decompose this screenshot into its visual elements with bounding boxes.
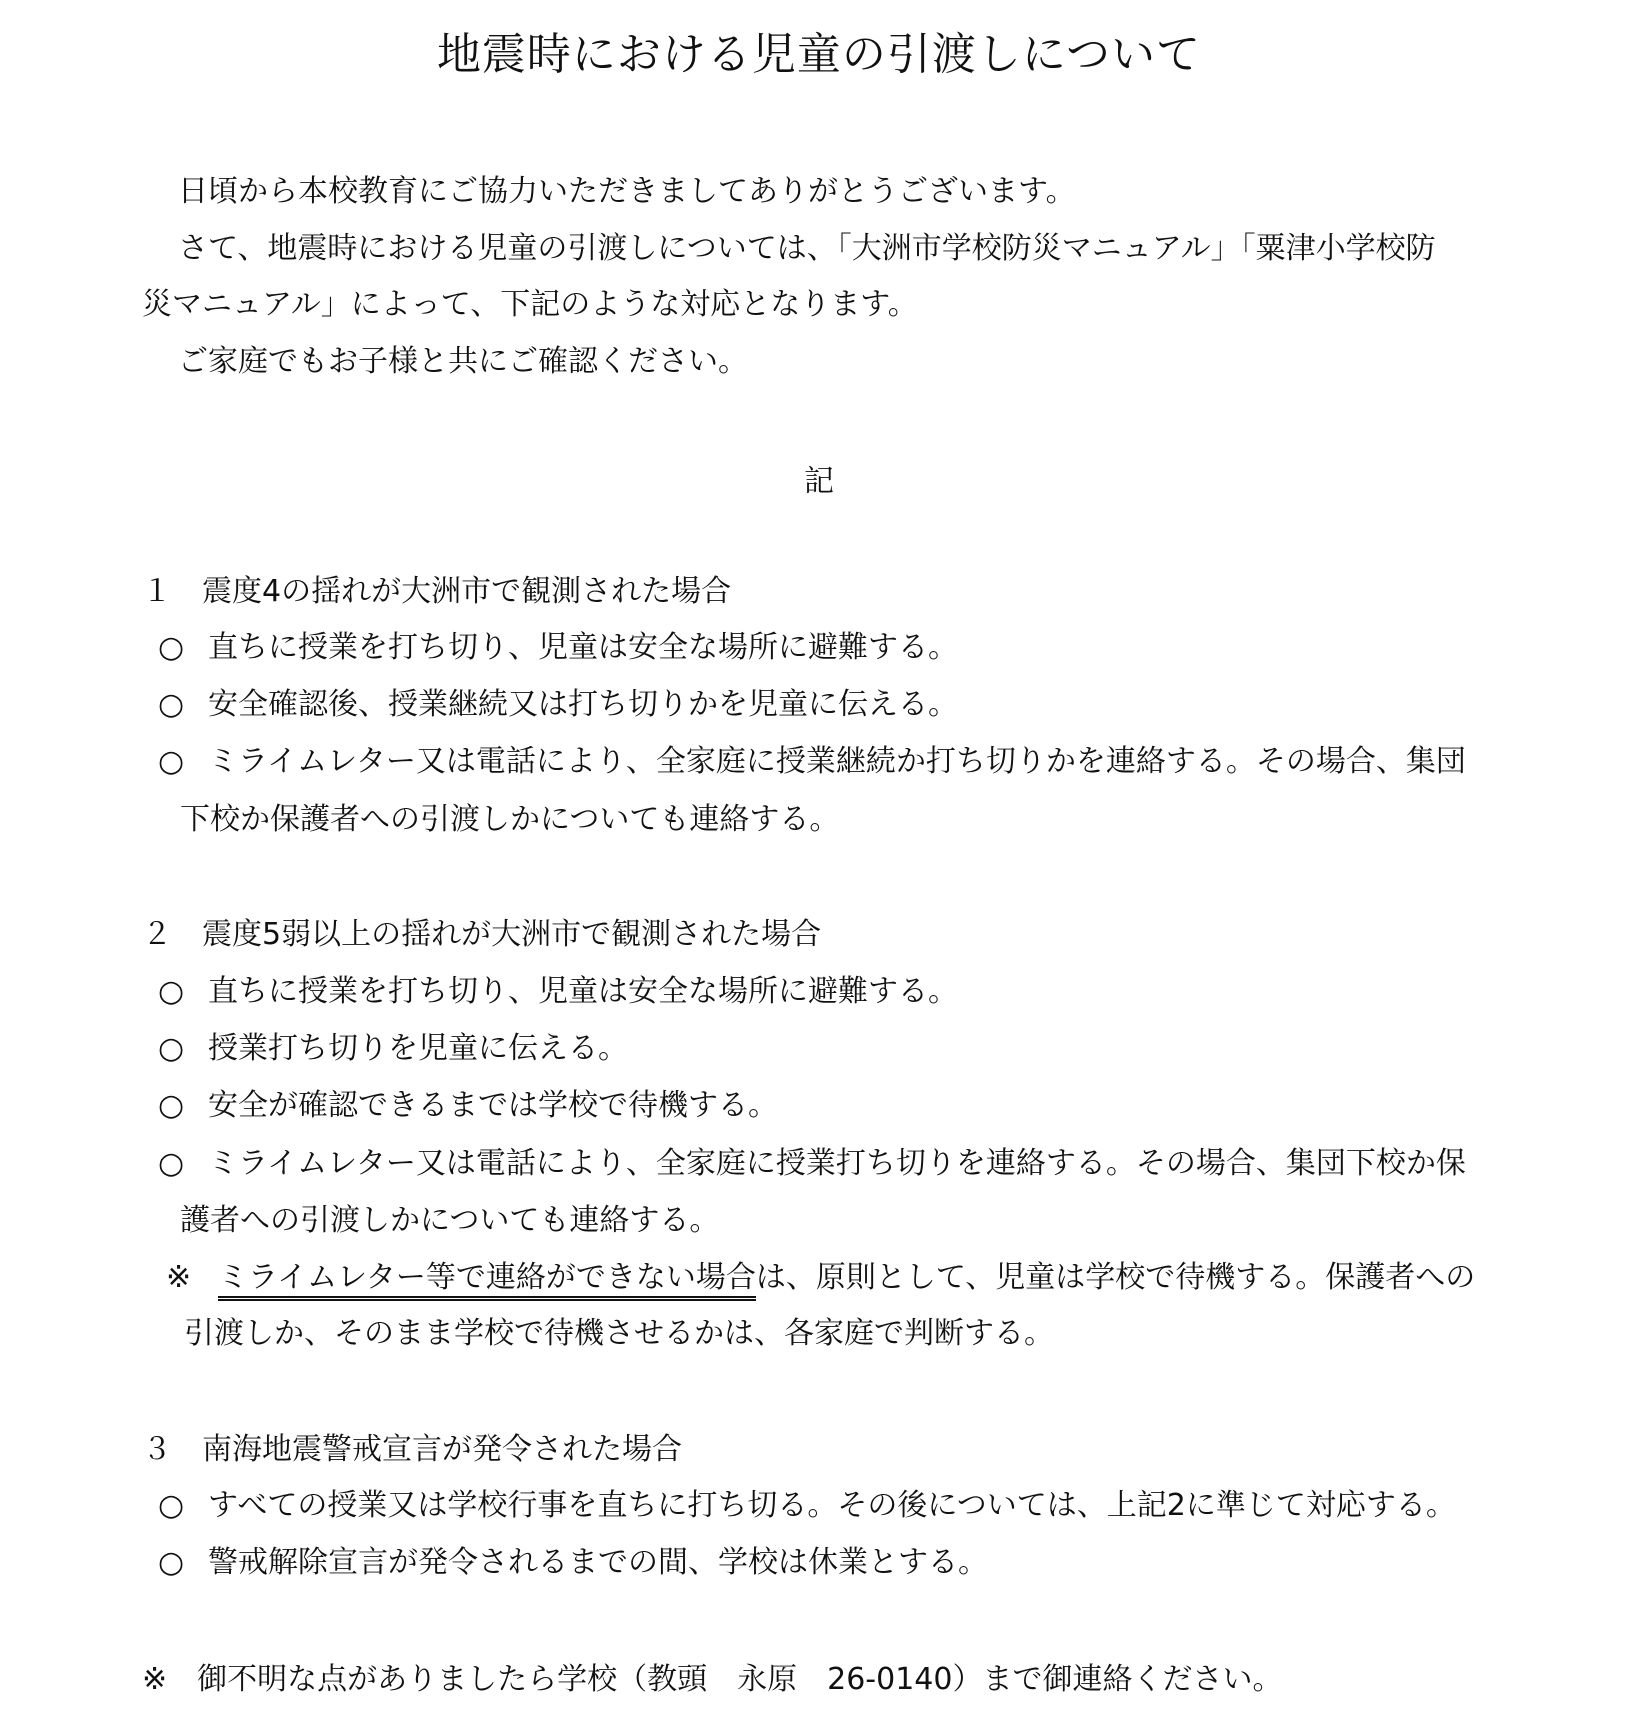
section-1-item-3-continuation: 下校か保護者への引渡しかについても連絡する。 — [180, 802, 840, 837]
section-2-item-3 — [158, 1086, 778, 1126]
note-underlined-text: ミライムレター等で連絡ができない場合 — [218, 1260, 756, 1301]
section-2-item-1 — [158, 972, 958, 1012]
intro-line-4: ご家庭でもお子様と共にご確認ください。 — [178, 344, 748, 379]
section-1-item-1 — [158, 628, 958, 668]
item-text: 安全が確認できるまでは学校で待機する。 — [208, 1088, 778, 1123]
bullet-icon: ○ — [158, 630, 185, 665]
bullet-icon: ○ — [158, 1488, 185, 1523]
bullet-icon: ○ — [158, 1545, 185, 1580]
section-3-heading: ３ 南海地震警戒宣言が発令された場合 — [142, 1432, 682, 1467]
section-1-item-3 — [158, 742, 1466, 782]
page-title: 地震時における児童の引渡しについて — [436, 29, 1202, 80]
section-2-item-4-continuation: 護者への引渡しかについても連絡する。 — [180, 1203, 720, 1238]
item-text: 授業打ち切りを児童に伝える。 — [208, 1031, 628, 1066]
section-2-note — [166, 1258, 1475, 1298]
section-1-heading: １ 震度4の揺れが大洲市で観測された場合 — [142, 574, 732, 609]
bullet-icon: ○ — [158, 1031, 185, 1066]
intro-line-2: さて、地震時における児童の引渡しについては、「大洲市学校防災マニュアル」「粟津小学校防 — [178, 231, 1436, 266]
section-1-item-2 — [158, 685, 958, 725]
section-2-item-2 — [158, 1029, 628, 1069]
note-text: は、原則として、児童は学校で待機する。保護者への — [755, 1260, 1476, 1295]
bullet-icon: ○ — [158, 744, 185, 779]
kigo-heading: 記 — [804, 464, 834, 499]
item-text: ミライムレター又は電話により、全家庭に授業打ち切りを連絡する。その場合、集団下校か保 — [208, 1146, 1466, 1181]
item-text: ミライムレター又は電話により、全家庭に授業継続か打ち切りかを連絡する。その場合、集団 — [208, 744, 1466, 779]
item-text: 直ちに授業を打ち切り、児童は安全な場所に避難する。 — [208, 974, 958, 1009]
section-2-note-line-2: 引渡しか、そのまま学校で待機させるかは、各家庭で判断する。 — [184, 1316, 1054, 1351]
item-text: 直ちに授業を打ち切り、児童は安全な場所に避難する。 — [208, 630, 958, 665]
bullet-icon: ○ — [158, 1088, 185, 1123]
section-3-item-1 — [158, 1486, 1456, 1526]
section-3-item-2 — [158, 1543, 988, 1583]
item-text: 安全確認後、授業継続又は打ち切りかを児童に伝える。 — [208, 687, 958, 722]
footer-contact-note: ※ 御不明な点がありましたら学校（教頭 永原 26-0140）まで御連絡ください。 — [142, 1662, 1283, 1697]
item-text: 警戒解除宣言が発令されるまでの間、学校は休業とする。 — [208, 1545, 988, 1580]
bullet-icon: ○ — [158, 1146, 185, 1181]
intro-line-1: 日頃から本校教育にご協力いただきましてありがとうございます。 — [178, 174, 1076, 209]
bullet-icon: ○ — [158, 974, 185, 1009]
note-mark-icon: ※ — [166, 1260, 192, 1295]
intro-line-3: 災マニュアル」によって、下記のような対応となります。 — [142, 287, 918, 322]
section-2-heading: ２ 震度5弱以上の揺れが大洲市で観測された場合 — [142, 917, 822, 952]
item-text: すべての授業又は学校行事を直ちに打ち切る。その後については、上記2に準じて対応する。 — [208, 1488, 1456, 1523]
bullet-icon: ○ — [158, 687, 185, 722]
section-2-item-4 — [158, 1144, 1466, 1184]
